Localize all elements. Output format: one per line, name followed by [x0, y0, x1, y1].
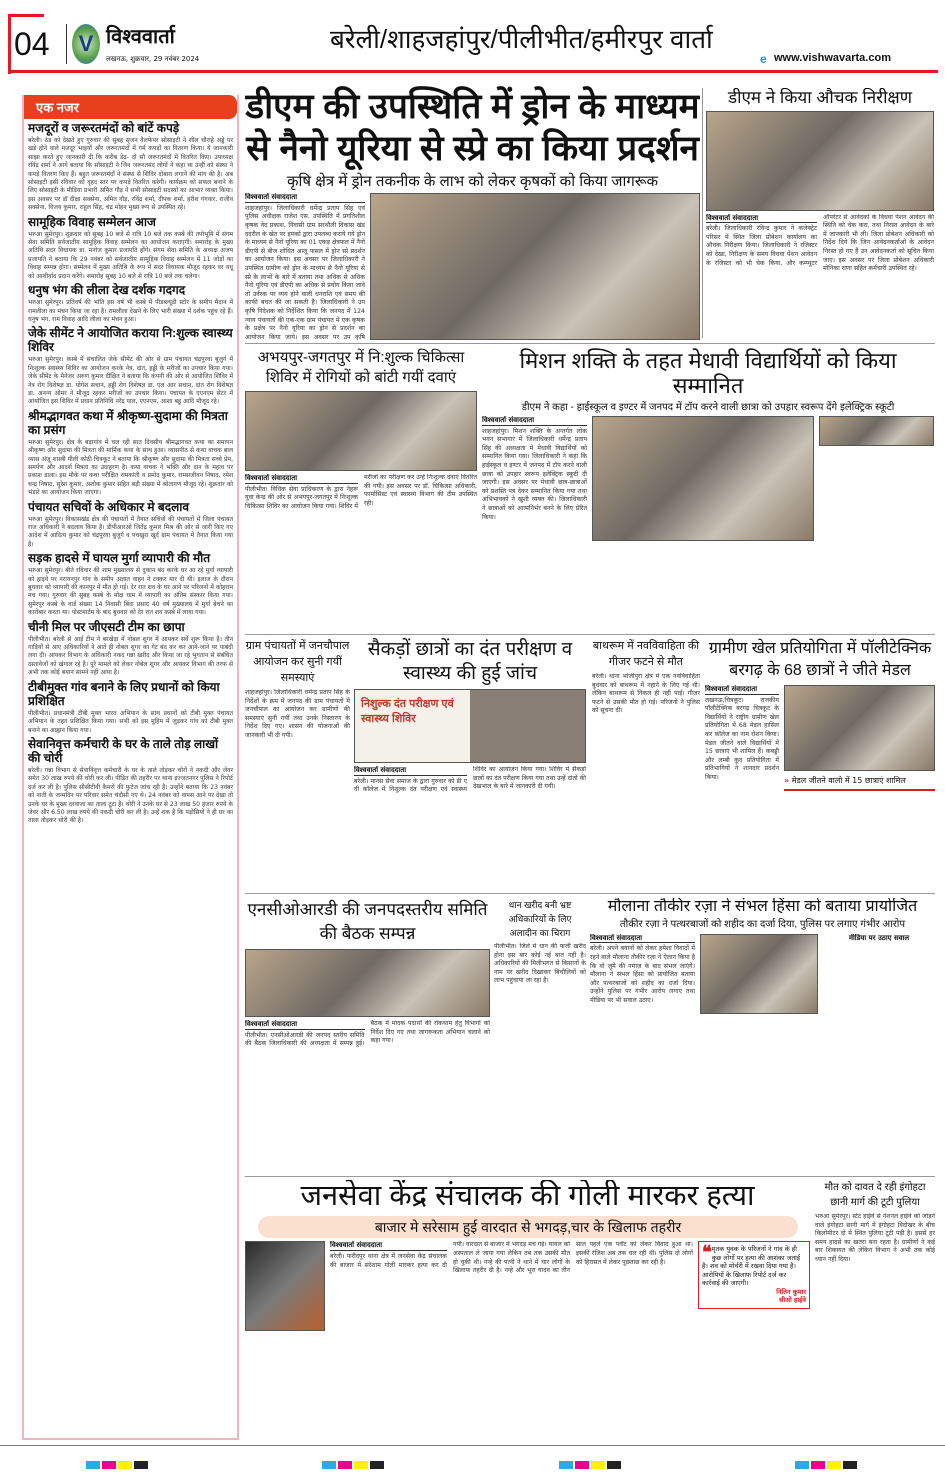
brief-body: भरुआ सुमेरपुर। शुक्रवार को सुबह 10 बजे से रात्रि 10 बजे तक कस्बे की तपोभूमि में संगम सेवा समिति सर्वजातीय सामूहिक विवाह सम्मेलन का आयोजन कराएगी। समारोह के मुख्य अतिथि सदर विधायक डा. मनोज कुमार प्रजापति होंगे। संगम सेवा समिति के अध्यक्ष अजय प्रजापति ने बताया कि 29 नवंबर को सर्वजातीय सामूहिक विवाह सम्मेलन में 11 जोड़ों का विवाह सम्पन्न होगा। सम्मेलन में मुख्य अतिथि के रूप में सदर विधायक मौजूद रहकर वर वधू को आशीर्वाद प्रदान करेंगे। समारोह सुबह 10 बजे से रात्रि 10 बजे तक चलेगा। — [28, 230, 233, 280]
inspection-article — [706, 214, 934, 340]
dental-article — [354, 766, 586, 890]
mission-body: शाहजहांपुर। मिशन शक्ति के अन्तर्गत लोक भवन सभागार में जिलाधिकारी धर्मेन्द्र प्रताप सिंह की अध्यक्षता में मेधावी विद्यार्थियों को सम्मानित किया गया। जिलाधिकारी ने कहा कि हाईस्कूल व इण्टर में जनपद में टॉप करने वाली छात्रा को उपहार स्वरूप इलेक्ट्रिक स्कूटी दी जाएगी। इस अवसर पर मेधावी छात्र-छात्राओं को प्रशस्ति पत्र देकर सम्मानित किया गया तथा अभिभावकों ने खुशी व्यक्त की। जिलाधिकारी ने छात्राओं को आत्मनिर्भर बनने के लिए प्रेरित किया। — [482, 427, 587, 521]
quote-box — [698, 1241, 810, 1309]
byline: विश्ववार्ता संवाददाता — [706, 214, 817, 224]
masthead — [0, 0, 945, 76]
murder-article — [330, 1241, 693, 1440]
photo-banner-text: निशुल्क दंत परीक्षण एवं स्वास्थ्य शिविर — [361, 698, 454, 725]
geyser-story — [592, 638, 700, 890]
dental-headline: सैकड़ों छात्रों का दंत परीक्षण व स्वास्थ्य की हुई जांच — [367, 639, 573, 684]
brief-title: सामूहिक विवाह सम्मेलन आज — [28, 214, 156, 229]
gun-photo — [245, 1241, 325, 1331]
byline: विश्ववार्ता संवाददाता — [330, 1241, 447, 1251]
maulana-subhead: तौकीर रज़ा ने पत्थरबाजों को शहीद का दर्जा दिया, पुलिस पर लगाए गंभीर आरोप — [619, 919, 906, 931]
brief-title: चीनी मिल पर जीएसटी टीम का छापा — [28, 619, 185, 634]
maulana-side — [823, 934, 935, 1172]
murder-subhead: बाजार मे सरेसाम हुई वारदात से भगदड़,चार के खिलाफ तहरीर — [258, 1216, 798, 1238]
page-number: 04 — [14, 26, 50, 62]
culvert-body: भरुआ सुमेरपुर। स्टेट हाईवे से नेशनल हाईवे को जोड़ने वाले इंगोहटा छानी मार्ग में इंगोहटा विदोखर के बीच किलोमीटर दो में स्थित पुलिया टूटी पड़ी है। इससे हर समय हादसे का खतरा बना रहता है। ग्रामीणों ने कई बार शिकायत की लेकिन विभाग ने अभी तक कोई ध्यान नहीं दिया। — [815, 1213, 935, 1263]
maulana-photo — [700, 934, 818, 1014]
quote-icon: ❝ — [702, 1242, 712, 1263]
brand-name: विश्ववार्ता — [106, 26, 175, 48]
geyser-headline: बाथरूम में नवविवाहिता की गीजर फटने से मौत — [592, 640, 700, 668]
dental-photo — [354, 689, 586, 763]
inspection-photo — [706, 111, 934, 211]
paddy-body: पीलीभीत। जिले में धान की फर्जी खरीद होना इस बार कोई नई बात नहीं है। अधिकारियों की मिलीभगत से किसानों के नाम पर खरीद दिखाकर बिचौलियों को लाभ पहुंचाया जा रहा है। — [494, 943, 586, 985]
ncord-body: पीलीभीत। एनसीओआरडी की जनपद स्तरीय समिति की बैठक जिलाधिकारी की अध्यक्षता में सम्पन्न हुई। बैठक में मादक पदार्थों की रोकथाम हेतु विभागों को निर्देश दिए गए तथा जागरूकता अभियान चलाने को कहा गया। — [245, 1020, 490, 1048]
brief-body: भरुआ सुमेरपुर। प्रतिवर्ष की भांति इस वर्ष भी कस्बे में पीडब्ल्यूडी स्टोर के समीप मैदान में रामलीला का मंचन किया जा रहा है। रामलीला देखने के लिए भारी संख्या में दर्शक पहुंच रहे हैं। धनुष भंग, राम विवाह आदि लीला का मंचन हुआ। — [28, 299, 233, 323]
byline: विश्ववार्ता संवाददाता — [354, 766, 467, 776]
ncord-headline: एनसीओआरडी की जनपदस्तरीय समिति की बैठक सम्पन्न — [247, 900, 488, 943]
ncord-photo — [245, 949, 490, 1017]
section-label: एक नजर — [24, 95, 237, 119]
camp-photo — [245, 391, 477, 471]
brief-title: धनुष भंग की लीला देख दर्शक गदगद — [28, 283, 186, 298]
murder-body: बरेली। फरीदपुर थाना क्षेत्र में जनसेवा केंद्र संचालक की बाजार में सरेशाम गोली मारकर हत्या कर दी गयी। वारदात से बाजार में भगदड़ मच गई। घायल को अस्पताल ले जाया गया लेकिन तब तक उसकी मौत हो चुकी थी। नन्हे की पत्नी ने थाने में चार लोगों के खिलाफ तहरीर दी है। नन्हे और भूरा यादव का तीन साल पहले एक प्लॉट को लेकर विवाद हुआ था। इसकी रंजिश अब तक चल रही थी। पुलिस दो लोगों को हिरासत में लेकर पूछताछ कर रही है। — [330, 1241, 693, 1275]
quote-role: सीओ हाईवे — [779, 1296, 806, 1305]
ncord-story — [245, 898, 490, 1172]
paddy-headline: धान खरीद बनी भ्रष्ट अधिकारियों के लिए अलादीन का चिराग — [508, 900, 572, 938]
side-title: मीडिया पर उठाए सवाल — [848, 933, 910, 942]
lead-headline: डीएम की उपस्थिति में ड्रोन के माध्यम से नैनो यूरिया से स्प्रे का किया प्रदर्शन — [245, 87, 700, 168]
mission-story — [482, 348, 934, 631]
lead-subhead: कृषि क्षेत्र में ड्रोन तकनीक के लाभ को लेकर कृषकों को किया जागरूक — [286, 173, 659, 190]
maulana-headline: मौलाना तौकीर रज़ा ने संभल हिंसा को बताया प्रायोजित — [607, 898, 918, 915]
quote-author: नितिन कुमार — [776, 1287, 806, 1296]
sports-article — [705, 685, 779, 890]
camp-article — [245, 474, 477, 631]
print-color-bars — [0, 1445, 945, 1473]
callout-text: मेडल जीतने वालो में 15 छात्राएं शामिल — [791, 776, 906, 785]
lead-story — [245, 86, 700, 340]
ek-nazar-column — [22, 95, 239, 1440]
mission-headline: मिशन शक्ति के तहत मेधावी विद्यार्थियों को किया सम्मानित — [519, 348, 897, 399]
ncord-article — [245, 1020, 490, 1172]
brief-body: भरुआ सुमेरपुर। क्षेत्र के बड़ागांव में चल रही सात दिवसीय श्रीमद्भागवत कथा का समापन श्रीकृष्ण और सुदामा की मित्रता की मार्मिक कथा के साथ हुआ। व्यासपीठ से कथा वाचक बाल व्यास अंजू शास्त्री पीली कोठी चित्रकूट ने बताया कि श्रीकृष्ण और सुदामा की मित्रता सच्चे प्रेम, समर्पण और आदर्श मित्रता का उदाहरण है। कथा वाचक ने भक्ति और दान के महत्व पर प्रकाश डाला। इस मौके पर कथा परीक्षित रामकांती व प्रमोद कुमार, रामसजीवन निषाद, रमेश चन्द्र निषाद, सुरेश कुमार, अशोक कुमार सहित बड़ी संख्या में श्रोतागण मौजूद रहे। शुक्रवार को भंडारे का आयोजन किया जाएगा। — [28, 438, 233, 497]
camp-story — [245, 348, 477, 631]
brief-body: भरुआ सुमेरपुर। कस्बे में संचालित जेके सीमेंट की ओर से ग्राम पंचायत चंद्रपुरवा बुजुर्ग में निःशुल्क स्वास्थ्य शिविर का आयोजन करके नेत्र, दांत, हड्डी के मरीजों का उपचार किया गया। जेके सीमेंट के मैनेजर अरुण कुमार दीक्षित ने बताया कि कंपनी की ओर से आयोजित शिविर में नेत्र रोग विशेषज्ञ डा. योगेश सचान, हड्डी रोग विशेषज्ञ डा. एल आर सचान, दांत रोग विशेषज्ञ डा. अनन्य ओमर ने मौजूद रहकर मरीजों का उपचार किया। पंचायत के एएनएम सेंटर में आयोजित इस शिविर में प्रधान प्रतिनिधि नरेंद्र पाल, एएनएम, आशा बहू आदि मौजूद रहे। — [28, 356, 233, 406]
lead-body: शाहजहांपुर। जिलाधिकारी धर्मेन्द्र प्रताप सिंह एवं पुलिस अधीक्षक राजेश एस. उपस्थिति में प्रगतिशील कृषक वेद प्रकाश, निवासी ग्राम सरथौली विकास खंड ददरौल के खेत पर इफ्को द्वारा उपलब्ध कराये गये ड्रोन के माध्यम से नैनो यूरिया का 01 एकड़ क्षेत्रफल में नैनो डीएपी से बीज शोधित आलू फसल में ड्रोन स्प्रे प्रदर्शन का आयोजन किया। इस अवसर पर जिलाधिकारी ने उपस्थित ग्रामीण को ड्रोन के माध्यम से नैनो यूरिया से स्प्रे के लाभों के बारे में बताया तथा अधिक से अधिक नैनो यूरिया एवं डीएपी का अधिक से प्रयोग किया जावे तो उर्वरक पर व्यय होने वाली धनराशि एवं समय की काफी बचत की जा सकती है। जिलाधिकारी ने उप कृषि निदेशक को निर्देशित किया कि जनपद में 124 न्याय पंचायतों की एक-एक ग्राम पंचायत में एक कृषक के प्रक्षेत्र पर नैनो यूरिया का ड्रोन से प्रदर्शन का आयोजन किया जाये। इस अवसर पर उप कृषि — [245, 204, 365, 340]
sports-callout — [784, 775, 935, 791]
chaupal-story — [245, 638, 350, 890]
chevron-right-icon: » — [784, 776, 790, 785]
culvert-headline: मौत को दावत दे रही इंगोहटा छानी मार्ग की टूटी पुलिया — [824, 1182, 926, 1208]
quote-text: मृतक युवक के परिजनों ने गांव के ही कुछ लोगों पर हत्या की आशंका जताई है। शव को मोर्चरी में रखवा दिया गया है। आरोपियों के खिलाफ रिपोर्ट दर्ज कर कार्रवाई की जाएगी। — [702, 1245, 801, 1288]
brief-body: पीलीभीत। बरेली से आई टीम ने बरखेड़ा में नोबल शुगर में आयकर सर्वे शुरू किया है। तीन गाड़ियों से आए अधिकारियों ने आते ही नोबल शुगर का गेट बंद कर कर आने-जाने पर पाबंदी लगा दी। आयकर विभाग के अधिकारी नकद गन्ना खरीद और किया जा रहे भुगतान से संबंधित दस्तावेजों को खंगाल रहे है। पूरे मामले को लेकर नोबेल शुगर और आयकर विभाग की तरफ से अभी तक कोई बयान सामने नहीं आया है। — [28, 635, 233, 677]
sports-body: लखनऊ,चित्रकूट। राजकीय पॉलीटेक्निक बरगढ़ चित्रकूट के विद्यार्थियों ने राष्ट्रीय ग्रामीण खेल प्रतियोगिता में 68 मेडल हासिल कर कॉलेज का नाम रोशन किया। मेडल जीतने वाले विद्यार्थियों में 15 छात्राएं भी शामिल हैं। कबड्डी और लम्बी कूद प्रतियोगिता में प्रतिभागियों ने शानदार प्रदर्शन किया। — [705, 696, 779, 781]
culvert-story — [815, 1180, 935, 1440]
brief-body: भरुआ सुमेरपुर। बीते रविवार की शाम मुख्यालय से दुकान बंद करके घर आ रहे मुर्गा व्यापारी को हाइवे पर नरायनपुर गांव के समीप अज्ञात वाहन ने टक्कर मार दी थी। इलाज के दौरान बुधवार को व्यापारी की कानपुर में मौत हो गई। देर रात शव के घर आने पर परिजनों में कोहराम मच गया। गुरुवार की सुबह कस्बे के मोक्ष धाम में व्यापारी का अंतिम संस्कार किया गया। सुमेरपुर कस्बे के वार्ड संख्या 14 निवासी बिंदा प्रसाद 40 वर्ष मुख्यालय में मुर्गा बेचने का कारोबार करता था। पोस्टमार्टम के बाद बुधवार को देर रात शव कस्बे में लाया गया। — [28, 567, 233, 617]
murder-story — [245, 1180, 810, 1440]
inspection-story — [706, 88, 934, 340]
brief-title: सेवानिवृत्त कर्मचारी के घर के ताले तोड़ लाखों की चोरी — [28, 736, 219, 765]
brief-title: टीबीमुक्त गांव बनाने के लिए प्रधानों को किया प्रशिक्षित — [28, 679, 220, 708]
byline: विश्ववार्ता संवाददाता — [245, 474, 358, 484]
lead-article — [245, 193, 365, 340]
maulana-story — [590, 898, 935, 1172]
mission-photo-2 — [819, 416, 934, 446]
camp-headline: अभयपुर-जगतपुर में नि:शुल्क चिकित्सा शिविर में रोगियों को बांटी गयीं दवाएं — [257, 349, 465, 386]
dateline: लखनऊ, शुक्रवार, 29 नवंबर 2024 — [106, 55, 200, 63]
byline: विश्ववार्ता संवाददाता — [245, 193, 365, 203]
brief-body: बरेली। ठंड को देखते हुए गुरुवार की सुबह सृजन वैलफेयर सोसाइटी ने शील चौराहे अड्डे पर खड़े होने वाले मजदूर भाइयों और जरूरतमंदों में गर्म कपड़ों का वितरण किया। ये जानकारी साझा करते हुए जानकारी दी कि करीब डेढ़- दो सौ जरूरतमंदों में वितरित किए। उपाध्यक्ष रविंद्र शर्मा ने आगे बताया कि सोसाइटी ने जिन जरूरतमंद लोगों ने कहा था उन्हीं को संस्था ने कपड़े वितरण किए हैं। बहुत जरूरतमंदों ने संस्था से शिविर दोबारा लगाने की मांग की है। अब सोसाइटी इसी रविवार को वृहद स्तर पर कपड़े वितरित करेगी। कार्यक्रम को सफल बनाने के लिए सोसाइटी के मीडिया प्रभारी अमित गौड़ ने सभी सोसाइटी सदस्यों का आभार व्यक्त किया। इस अवसर पर डॉ दीक्षा सक्सेना, अमित गौड़, रविंद्र शर्मा, दीपक शर्मा, हरीश गंगवार, राजीव सक्सेना, विजय कुमार, राहुल सिंह, चंद्र मोहन मुख्य रूप से उपस्थित रहे। — [28, 137, 233, 212]
dental-story — [354, 638, 586, 890]
browser-icon: e — [760, 52, 767, 66]
sports-headline: ग्रामीण खेल प्रतियोगिता में पॉलीटेक्निक बरगढ़ के 68 छात्रों ने जीते मेडल — [708, 640, 932, 679]
edition-title: बरेली/शाहजहांपुर/पीलीभीत/हमीरपुर वार्ता — [330, 24, 713, 54]
dental-body: बरेली। मानस सेवा समाज के द्वारा गुरुवार को डी ए वी कॉलेज में निशुल्क दंत परीक्षण एवं स्वास्थ्य शिविर का आयोजन किया गया। शिविर में सैकड़ों छात्रों का दंत परीक्षण किया गया तथा उन्हें दांतों की देखभाल के बारे में जानकारी दी गयी। — [354, 766, 586, 794]
camp-body: पीलीभीत। विधिक सेवा प्राधिकरण के द्वारा नेहरू युवा केन्द्र की ओर से अभयपुर-जगतपुर में निःशुल्क चिकित्सा शिविर का आयोजन किया गया। शिविर में मरीजों का परीक्षण कर उन्हें निःशुल्क दवाएं वितरित की गयी। इस अवसर पर डॉ. चिकित्सा अधिकारी, फार्मासिस्ट एवं स्वास्थ्य विभाग की टीम उपस्थित रही। — [245, 474, 477, 510]
mission-photo — [592, 416, 814, 541]
brief-title: मजदूरों व जरूरतमंदों को बांटें कपड़े — [28, 121, 180, 135]
brief-body: बरेली। गन्ना विभाग से सेवानिवृत्त कर्मचारी के घर के ताले तोड़कर चोरों ने नकदी और जेवर समेत 30 लाख रुपये की चोरी कर ली। पीड़ित की तहरीर पर थाना इज्जतनगर पुलिस ने रिपोर्ट दर्ज कर ली है। पुलिस सीसीटीवी कैमरों की फुटेज जांच रही है। उन्होंने बताया कि 23 नवंबर को नाती के जन्मदिन पर परिवार समेत चंदौसी गए थे। 24 नवंबर को वापस आने पर देखा तो उनके घर के मुख्य दरवाजा का ताला टूटा है। चोरी ने उनके घर से 23 लाख 50 हजार रुपये के जेवर और 6.50 लाख रुपये की नकदी चोरी कर ली है। उन्हें शक है कि पड़ोसियों ने ही घर का ताला तोड़कर चोरी की है। — [28, 766, 233, 825]
brief-body: पीलीभीत। प्रधानमंत्री टीबी मुक्त भारत अभियान के साथ प्रधानों को टीबी मुक्त पंचायत अभियान के तहत प्रशिक्षित किया गया। सभी को इस मुहिम में जुड़कर गांव को टीबी मुक्त बनाने का आह्वान किया गया। — [28, 709, 233, 734]
byline: विश्ववार्ता संवाददाता — [590, 934, 695, 944]
mission-article — [482, 416, 587, 631]
brief-title: सड़क हादसे में घायल मुर्गा व्यापारी की मौत — [28, 551, 211, 566]
byline: विश्ववार्ता संवाददाता — [482, 416, 587, 426]
sports-photo — [784, 685, 935, 771]
maulana-article — [590, 934, 695, 1172]
drone-demo-photo — [370, 193, 700, 340]
website-link[interactable]: www.vishwavarta.com — [774, 52, 891, 64]
geyser-body: बरेली। थाना भोजीपुरा क्षेत्र में एक नवविवाहिता बुधवार को बाथरूम में नहाने के लिए गई थी। लेकिन बाथरूम से निकल ही नहीं पाई। गीजर फटने से उसकी मौत हो गई। परिजनों ने पुलिस को सूचना दी। — [592, 673, 700, 715]
murder-headline: जनसेवा केंद्र संचालक की गोली मारकर हत्या — [300, 1180, 755, 1212]
maulana-body: बरेली। अपने बयानों को लेकर हमेशा विवादों में रहने वाले मौलाना तौकीर रज़ा ने ऐलान किया है कि वो जुमे की नमाज़ के बाद संभल जाएंगे। मौलाना ने संभल हिंसा को प्रायोजित बताया और पत्थरबाजों को शहीद का दर्जा दिया। उन्होंने पुलिस पर गंभीर आरोप लगाए तथा मीडिया पर भी सवाल उठाए। — [590, 945, 695, 1005]
chaupal-body: शाहजहांपुर। जिलाधिकारी धर्मेन्द्र प्रताप सिंह के निर्देशों के क्रम में जनपद की ग्राम पंचायतों में जनचौपाल का आयोजन कर ग्रामीणों की समस्याएं सुनी गयीं तथा उनके निस्तारण के निर्देश दिए गए। शासन की योजनाओं की जानकारी भी दी गयी। — [245, 689, 350, 739]
brief-body: भरुआ सुमेरपुर। विकासखंड क्षेत्र की पंचायतों में तैनात सचिवों की पंचायतों में जिला पंचायत राज अधिकारी ने बदलाव किया है। डीपीआरओ जितेंद्र कुमार मिश्र की ओर से जारी किए गए आदेश में आदित्य कुमार को चंद्रपुरवा बुजुर्ग व पचखुरा खुर्द ग्राम पंचायत में तैनात किया गया है। — [28, 515, 233, 548]
sports-story — [705, 638, 935, 890]
brief-title: पंचायत सचिवों के अधिकार मे बदलाव — [28, 499, 190, 514]
chaupal-headline: ग्राम पंचायतों में जनचौपाल आयोजन कर सुनी गयीं समस्याएं — [245, 640, 350, 684]
paddy-story — [494, 898, 586, 1172]
mission-subhead: डीएम ने कहा - हाईस्कूल व इण्टर में जनपद में टॉप करने वाली छात्रा को उपहार स्वरूप देंगे इलेक्ट्रिक स्कूटी — [521, 401, 895, 413]
byline: विश्ववार्ता संवाददाता — [245, 1020, 365, 1030]
brand-logo-icon: V — [72, 24, 100, 64]
byline: विश्ववार्ता संवाददाता — [705, 685, 779, 695]
inspection-headline: डीएम ने किया औचक निरीक्षण — [727, 88, 913, 107]
brief-title: जेके सीमेंट ने आयोजित कराया नि:शुल्क स्वास्थ्य शिविर — [28, 326, 233, 355]
brief-title: श्रीमद्भागवत कथा में श्रीकृष्ण-सुदामा की मित्रता का प्रसंग — [28, 408, 228, 437]
inspection-body: बरेली। जिलाधिकारी रविन्द्र कुमार ने कलेक्ट्रेट परिसर में स्थित जिला प्रोबेशन कार्यालय का औचक निरीक्षण किया। जिलाधिकारी ने रजिस्टर को देखा, निरीक्षण के समय विधवा पेंशन आवेदन के रजिस्टर को भी चेक किया, और कम्प्यूटर ऑपरेटर से आवेदकों के विधवा पेंशन आवेदन की स्थिति को चेक करा, तथा निरस्त आवेदन के बारे में जानकारी भी ली। जिला प्रोबेशन अधिकारी को निर्देश दिये कि जिन आवेदनकर्ताओं के आवेदन निरस्त हो गए हैं उन आवेदनकर्ता को सूचित किया जाए। इस अवसर पर जिला प्रोबेशन अधिकारी मोनिका राणा सहित कर्मचारी उपस्थित रहे। — [706, 213, 934, 273]
